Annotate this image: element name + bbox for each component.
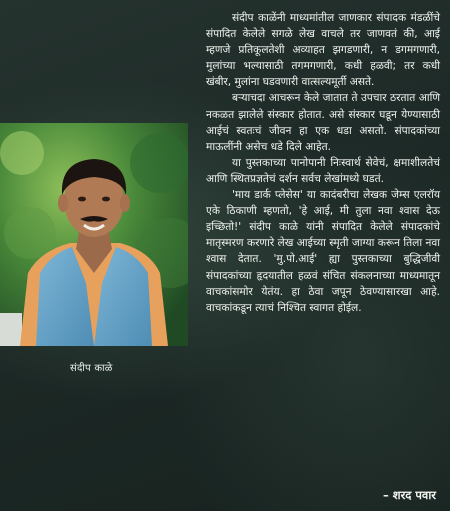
author-portrait-image: [0, 123, 188, 346]
back-cover-text: [206, 10, 440, 316]
paragraph-2: बऱ्याचदा आचरून केले जातात ते उपचार ठरतात आणि नकळत झालेले संस्कार होतात. असे संस्कार घडून येण्यासाठी आईचं स्वतःचं जीवन हा एक धडा असतो. संपादकांच्या माऊलींनी असेच धडे दिले आहेत.: [206, 92, 440, 153]
paragraph-3: या पुस्तकाच्या पानोपानी निःस्वार्थ सेवेचं, क्षमाशीलतेचं आणि स्थितप्रज्ञतेचं दर्शन सर्वच लेखांमध्ये घडतं.: [206, 156, 440, 185]
photo-caption: संदीप काळे: [70, 363, 113, 374]
paragraph-4: 'माय डार्क प्लेसेस' या कादंबरीचा लेखक जेम्स एलरॉय एके ठिकाणी म्हणतो, 'हे आई, मी तुला नवा श्वास देऊ इच्छितो!' संदीप काळे यांनी संपादित केलेले संपादकांचे मातृस्मरण करणारे लेख आईच्या स्मृती जाग्या करून तिला नवा श्वास देतात. 'मु.पो.आई' ह्या पुस्तकाच्या बुद्धिजीवी संपादकांच्या हृदयातील हळवं संचित संकलनाच्या माध्यमातून वाचकांसमोर येतंय. हा ठेवा जपून ठेवण्यासारखा आहे. वाचकांकडून त्याचं निश्चित स्वागत होईल.: [206, 189, 440, 314]
author-signature: – शरद पवार: [383, 488, 436, 502]
author-photo: [0, 123, 188, 346]
paragraph-1: संदीप काळेंनी माध्यमांतील जाणकार संपादक मंडळींचे संपादित केलेले सगळे लेख वाचले तर जाणवतं की, आई म्हणजे प्रतिकूलतेशी अव्याहत झगडणारी, न डगमगणारी, मुलांच्या भल्यासाठी तगमगणारी, कधी हळवी; तर कधी खंबीर, मुलांना घडवणारी वात्सल्यमूर्ती असते.: [206, 12, 440, 89]
